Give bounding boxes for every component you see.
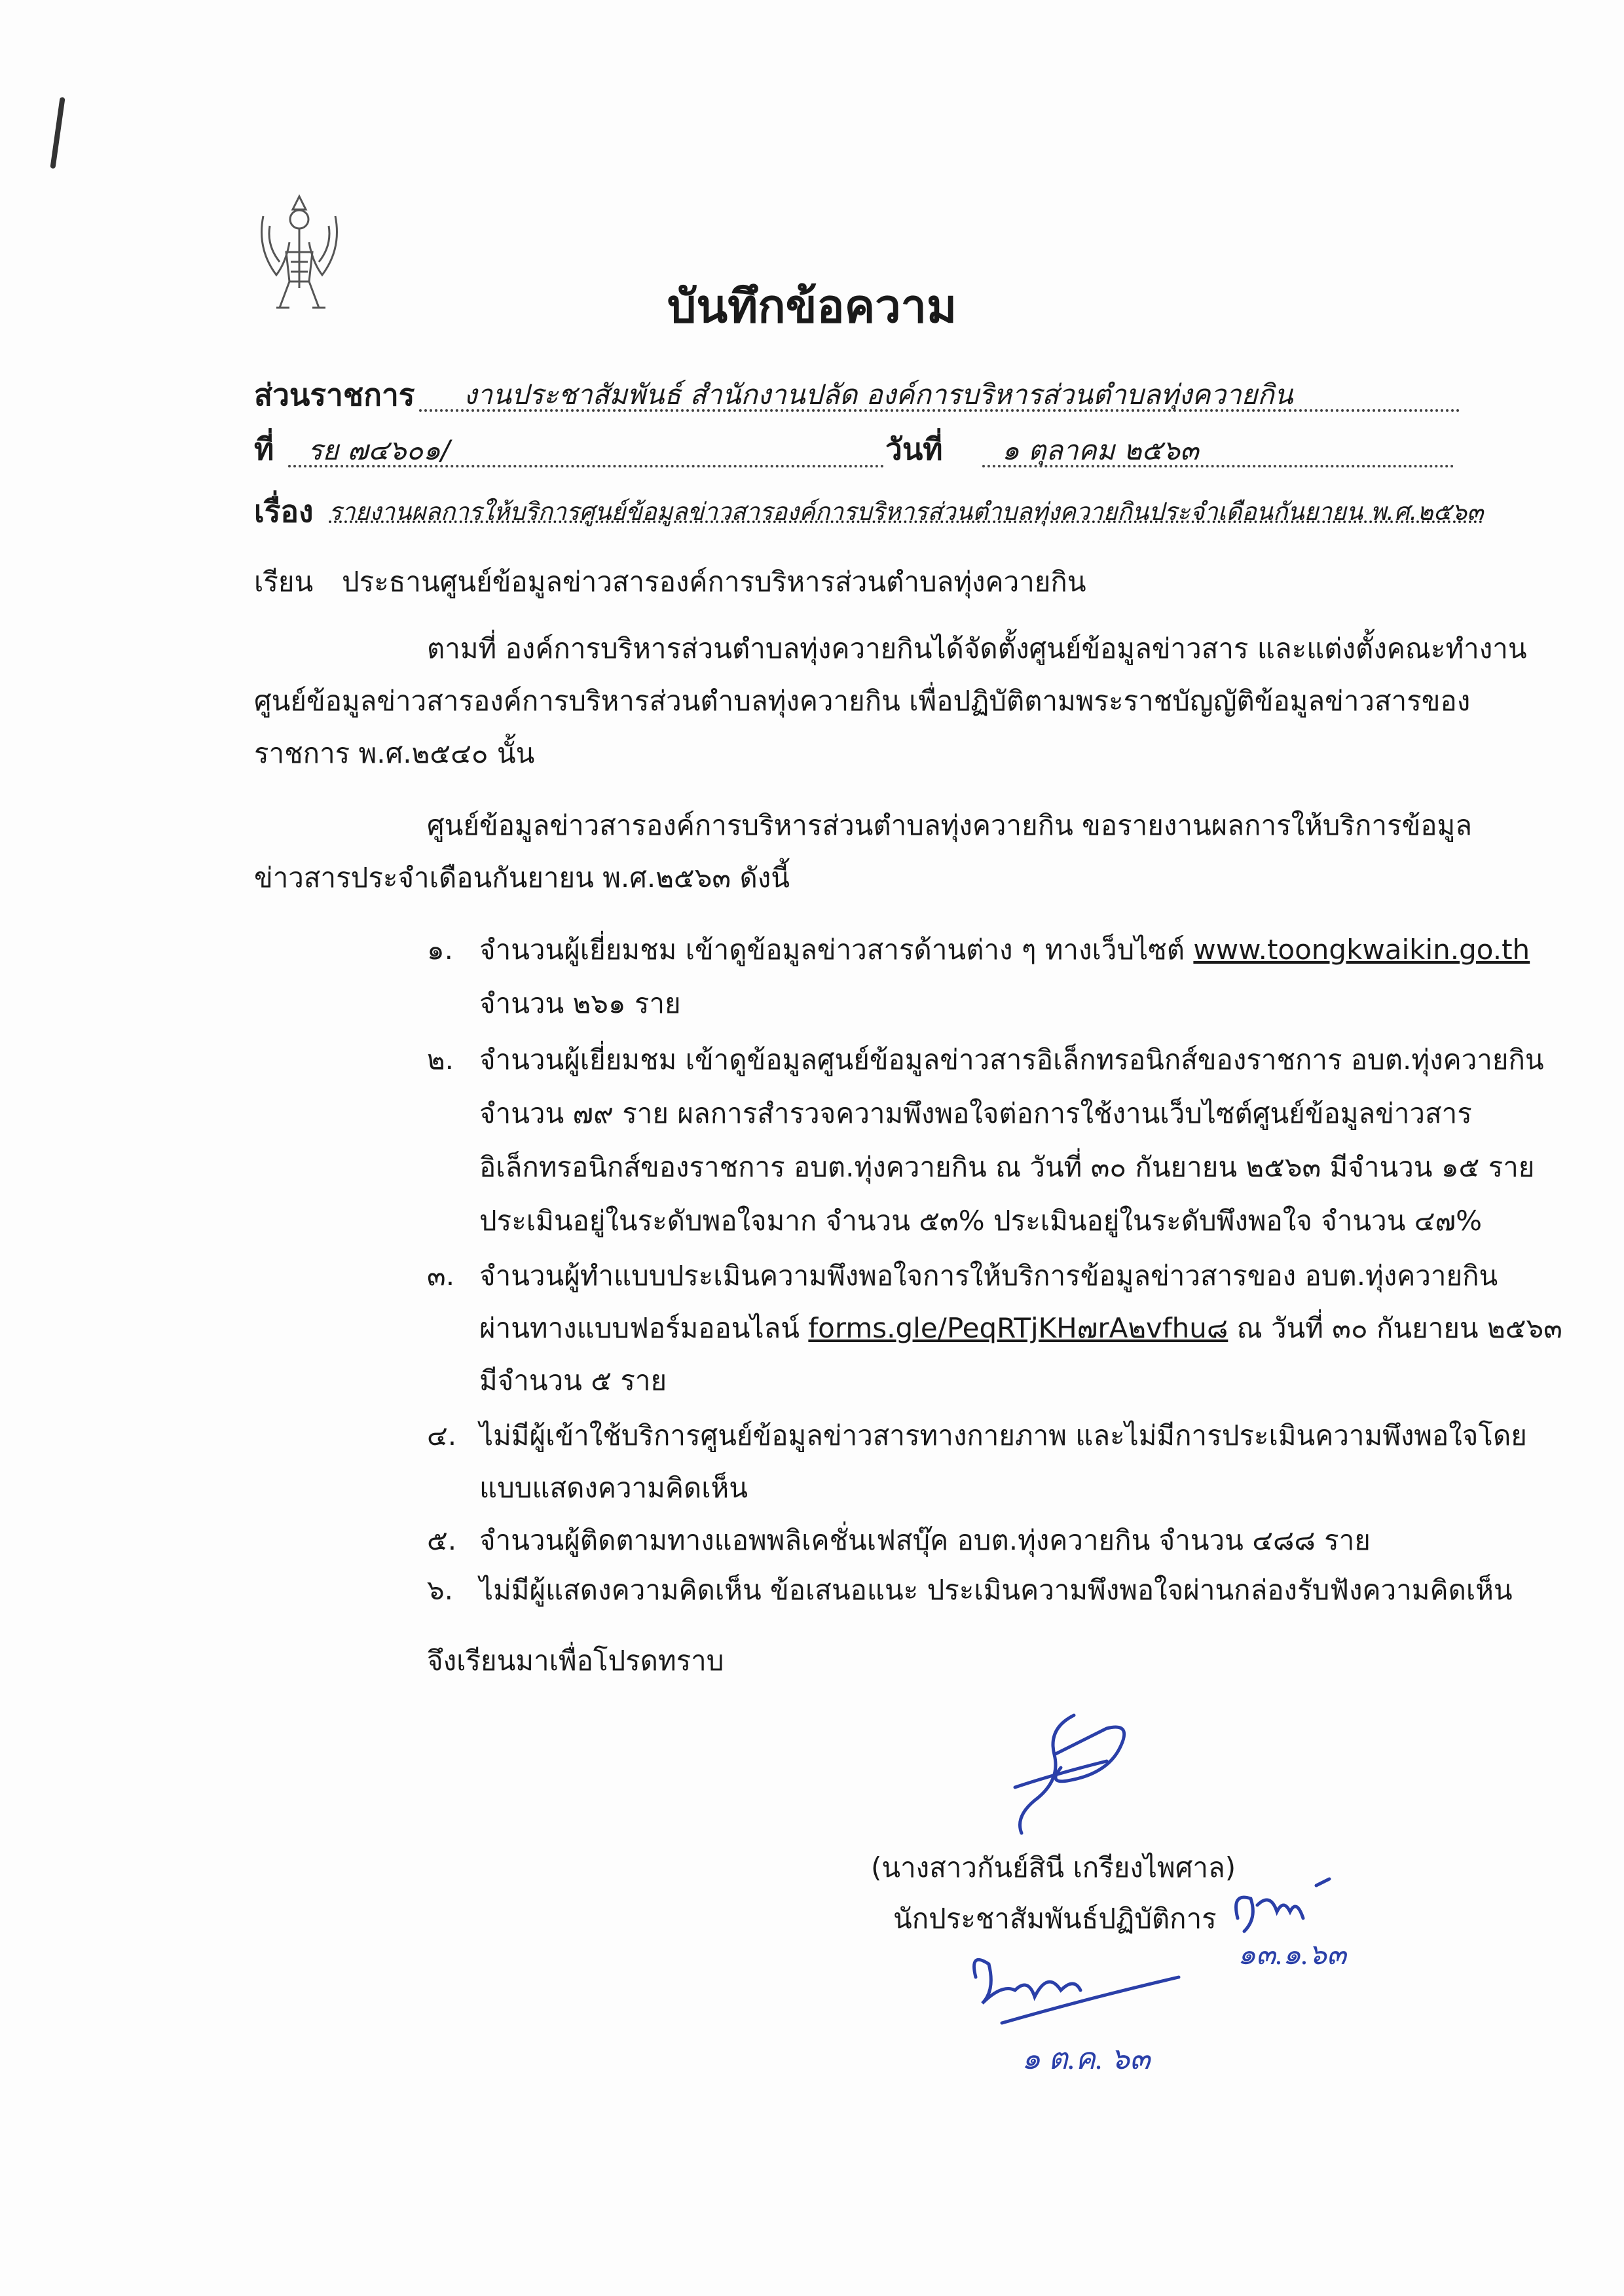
- para1-line3: ราชการ พ.ศ.๒๕๔๐ นั้น: [254, 737, 535, 769]
- date-dotline: [982, 465, 1454, 467]
- agency-value: งานประชาสัมพันธ์ สำนักงานปลัด องค์การบริหารส่วนตำบลทุ่งควายกิน: [464, 378, 1293, 410]
- item-number: ๒.: [427, 1044, 454, 1076]
- ref-dotline: [288, 465, 884, 467]
- form-link[interactable]: forms.gle/PeqRTjKH๗rA๒vfhu๘: [808, 1312, 1228, 1344]
- subject-value: รายงานผลการให้บริการศูนย์ข้อมูลข่าวสารองค์การบริหารส่วนตำบลทุ่งควายกินประจำเดือนกันยายน พ.ศ.๒๕๖๓: [329, 498, 1484, 526]
- handwritten-date-1: ๑๓.๑.๖๓: [1238, 1939, 1346, 1971]
- margin-pen-mark: [50, 97, 65, 169]
- memo-title: บันทึกข้อความ: [667, 280, 957, 333]
- para1-line2: ศูนย์ข้อมูลข่าวสารองค์การบริหารส่วนตำบลทุ่งควายกิน เพื่อปฏิบัติตามพระราชบัญญัติข้อมูลข่าวสารของ: [254, 685, 1471, 717]
- item-number: ๕.: [427, 1524, 457, 1556]
- item-4-line1: ไม่มีผู้เข้าใช้บริการศูนย์ข้อมูลข่าวสารทางกายภาพ และไม่มีการประเมินความพึงพอใจโดย: [479, 1419, 1527, 1451]
- ref-value: รย ๗๔๖๐๑/: [308, 434, 450, 466]
- salutation-label: เรียน: [254, 566, 314, 598]
- item-3-text: ผ่านทางแบบฟอร์มออนไลน์: [479, 1312, 809, 1344]
- handwritten-date-2: ๑ ต.ค. ๖๓: [1022, 2042, 1151, 2075]
- item-3-line3: มีจำนวน ๕ ราย: [479, 1364, 667, 1396]
- para2-line2: ข่าวสารประจำเดือนกันยายน พ.ศ.๒๕๖๓ ดังนี้: [254, 862, 790, 894]
- signer-position: นักประชาสัมพันธ์ปฏิบัติการ: [893, 1903, 1217, 1935]
- para1-line1: ตามที่ องค์การบริหารส่วนตำบลทุ่งควายกินได้จัดตั้งศูนย์ข้อมูลข่าวสาร และแต่งตั้งคณะทำงาน: [427, 632, 1527, 665]
- item-1-line1: [479, 936, 1530, 964]
- item-5-line1: จำนวนผู้ติดตามทางแอพพลิเคชั่นเฟสบุ๊ค อบต.ทุ่งควายกิน จำนวน ๔๘๘ ราย: [479, 1524, 1371, 1556]
- item-3-line1: จำนวนผู้ทำแบบประเมินความพึงพอใจการให้บริการข้อมูลข่าวสารของ อบต.ทุ่งควายกิน: [479, 1260, 1498, 1292]
- handwritten-initials-1: [1218, 1872, 1375, 1977]
- subject-label: เรื่อง: [254, 494, 314, 529]
- item-3-date-text: ณ วันที่ ๓๐ กันยายน ๒๕๖๓: [1228, 1312, 1562, 1344]
- item-number: ๔.: [427, 1419, 457, 1451]
- item-1-text: จำนวนผู้เยี่ยมชม เข้าดูข้อมูลข่าวสารด้านต่าง ๆ ทางเว็บไซต์: [479, 934, 1194, 966]
- handwritten-initials-2: [963, 1938, 1198, 2088]
- agency-label: ส่วนราชการ: [254, 377, 415, 412]
- website-link[interactable]: www.toongkwaikin.go.th: [1193, 934, 1530, 966]
- item-2-line2: จำนวน ๗๙ ราย ผลการสำรวจความพึงพอใจต่อการใช้งานเว็บไซต์ศูนย์ข้อมูลข่าวสาร: [479, 1097, 1472, 1129]
- item-2-line1: จำนวนผู้เยี่ยมชม เข้าดูข้อมูลศูนย์ข้อมูลข่าวสารอิเล็กทรอนิกส์ของราชการ อบต.ทุ่งควายกิน: [479, 1044, 1544, 1076]
- ref-label: ที่: [254, 431, 274, 467]
- date-label: วันที่: [885, 431, 943, 467]
- item-number: ๑.: [427, 934, 454, 966]
- signature-scribble: [976, 1702, 1172, 1859]
- para2-line1: ศูนย์ข้อมูลข่าวสารองค์การบริหารส่วนตำบลทุ่งควายกิน ขอรายงานผลการให้บริการข้อมูล: [427, 809, 1472, 841]
- item-4-line2: แบบแสดงความคิดเห็น: [479, 1472, 748, 1504]
- item-1-line2: จำนวน ๒๖๑ ราย: [479, 987, 681, 1019]
- salutation-value: ประธานศูนย์ข้อมูลข่าวสารองค์การบริหารส่วนตำบลทุ่งควายกิน: [342, 566, 1086, 598]
- item-3-line2: [479, 1312, 1562, 1344]
- closing-text: จึงเรียนมาเพื่อโปรดทราบ: [427, 1645, 724, 1677]
- item-number: ๓.: [427, 1260, 455, 1292]
- item-2-line3: อิเล็กทรอนิกส์ของราชการ อบต.ทุ่งควายกิน ณ วันที่ ๓๐ กันยายน ๒๕๖๓ มีจำนวน ๑๕ ราย: [479, 1151, 1535, 1183]
- item-2-line4: ประเมินอยู่ในระดับพอใจมาก จำนวน ๕๓% ประเมินอยู่ในระดับพึงพอใจ จำนวน ๔๗%: [479, 1205, 1483, 1237]
- date-value: ๑ ตุลาคม ๒๕๖๓: [1002, 434, 1199, 466]
- item-number: ๖.: [427, 1574, 454, 1606]
- signer-name: (นางสาวกันย์สินี เกรียงไพศาล): [871, 1851, 1236, 1884]
- item-6-line1: ไม่มีผู้แสดงความคิดเห็น ข้อเสนอแนะ ประเมินความพึงพอใจผ่านกล่องรับฟังความคิดเห็น: [479, 1574, 1513, 1606]
- agency-dotline: [419, 409, 1460, 412]
